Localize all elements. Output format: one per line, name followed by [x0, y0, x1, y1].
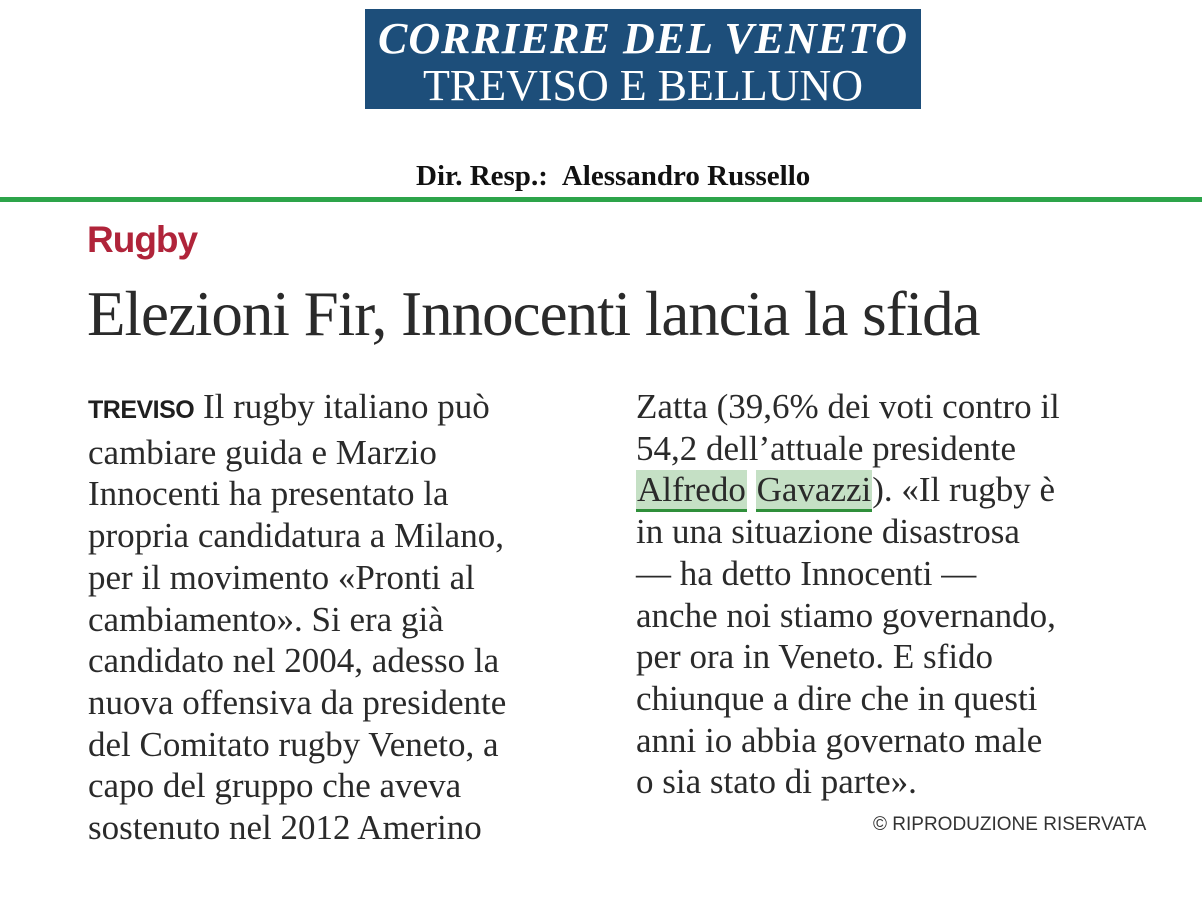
text-line-content: ). «Il rugby è: [872, 470, 1055, 510]
article-headline: Elezioni Fir, Innocenti lancia la sfida: [87, 279, 980, 349]
director-credit: [416, 158, 810, 194]
text-line: — ha detto Innocenti —: [636, 553, 977, 593]
newspaper-masthead: [365, 9, 921, 109]
text-line: propria candidatura a Milano,: [88, 516, 504, 556]
text-line: del Comitato rugby Veneto, a: [88, 724, 499, 764]
text-line: capo del gruppo che aveva: [88, 766, 462, 806]
text-line: cambiare guida e Marzio: [88, 432, 437, 472]
article-column-left: [88, 386, 588, 849]
text-line: [88, 386, 588, 432]
text-line: cambiamento». Si era già: [88, 599, 444, 639]
text-line: chiunque a dire che in questi: [636, 678, 1038, 718]
highlighted-name-first[interactable]: Alfredo: [636, 470, 747, 512]
text-space: [747, 470, 756, 509]
header-divider: [0, 197, 1202, 202]
section-label: Rugby: [87, 219, 198, 260]
text-line: per il movimento «Pronti al: [88, 557, 475, 597]
text-line: candidato nel 2004, adesso la: [88, 641, 500, 681]
text-line: 54,2 dell’attuale presidente: [636, 428, 1016, 468]
director-name: Alessandro Russello: [561, 160, 811, 192]
text-line: o sia stato di parte».: [636, 762, 917, 802]
masthead-title: CORRIERE DEL VENETO: [377, 14, 909, 63]
text-line-content: Il rugby italiano può: [194, 387, 490, 426]
text-line: Zatta (39,6% dei voti contro il: [636, 387, 1060, 426]
text-line: nuova offensiva da presidente: [88, 682, 507, 722]
article-column-right: [636, 386, 1156, 803]
text-line: [636, 469, 1156, 511]
text-line: sostenuto nel 2012 Amerino: [88, 808, 482, 848]
director-label: Dir. Resp.:: [416, 160, 548, 192]
text-line: per ora in Veneto. E sfido: [636, 637, 994, 677]
copyright-notice: © RIPRODUZIONE RISERVATA: [873, 814, 1147, 835]
text-line: anche noi stiamo governando,: [636, 595, 1056, 635]
text-line: Innocenti ha presentato la: [88, 474, 449, 514]
text-line: anni io abbia governato male: [636, 720, 1043, 760]
masthead-edition: TREVISO E BELLUNO: [423, 61, 863, 110]
highlighted-name-last[interactable]: Gavazzi: [756, 470, 873, 512]
text-line: in una situazione disastrosa: [636, 512, 1020, 552]
dateline: TREVISO: [88, 396, 195, 424]
